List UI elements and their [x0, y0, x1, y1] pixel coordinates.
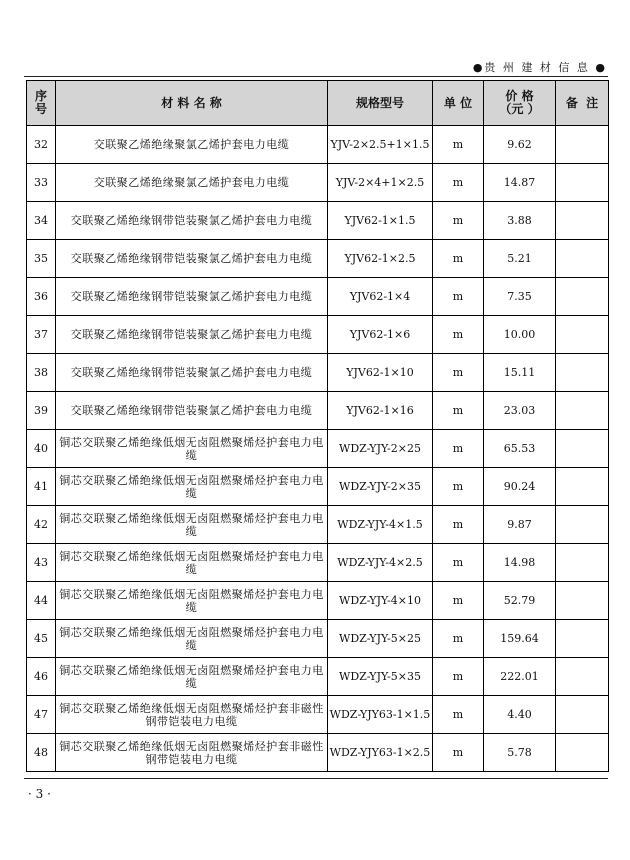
table-row	[27, 240, 609, 278]
row-price: 90.24	[484, 468, 556, 506]
table-row	[27, 316, 609, 354]
row-model: WDZ-YJY-5×25	[328, 620, 433, 658]
row-model: YJV62-1×6	[328, 316, 433, 354]
row-price: 5.78	[484, 734, 556, 772]
row-model: YJV62-1×1.5	[328, 202, 433, 240]
row-material-name: 交联聚乙烯绝缘钢带铠装聚氯乙烯护套电力电缆	[56, 354, 328, 392]
row-note	[556, 164, 609, 202]
row-seq: 44	[27, 582, 56, 620]
row-material-name: 铜芯交联聚乙烯绝缘低烟无卤阻燃聚烯烃护套电力电缆	[56, 544, 328, 582]
header-note: 备 注	[556, 81, 609, 126]
row-model: WDZ-YJY63-1×1.5	[328, 696, 433, 734]
table-row	[27, 658, 609, 696]
row-model: WDZ-YJY-5×35	[328, 658, 433, 696]
header-model: 规格型号	[328, 81, 433, 126]
header-unit: 单 位	[433, 81, 484, 126]
table-row	[27, 468, 609, 506]
row-note	[556, 316, 609, 354]
table-row	[27, 620, 609, 658]
row-price: 9.87	[484, 506, 556, 544]
row-note	[556, 126, 609, 164]
header-material-name: 材 料 名 称	[56, 81, 328, 126]
row-seq: 33	[27, 164, 56, 202]
row-price: 7.35	[484, 278, 556, 316]
row-note	[556, 658, 609, 696]
row-price: 222.01	[484, 658, 556, 696]
table-header-row	[27, 81, 609, 126]
row-price: 65.53	[484, 430, 556, 468]
row-unit: m	[433, 468, 484, 506]
row-model: WDZ-YJY63-1×2.5	[328, 734, 433, 772]
row-note	[556, 278, 609, 316]
row-seq: 43	[27, 544, 56, 582]
row-material-name: 铜芯交联聚乙烯绝缘低烟无卤阻燃聚烯烃护套非磁性钢带铠装电力电缆	[56, 696, 328, 734]
row-seq: 32	[27, 126, 56, 164]
row-material-name: 铜芯交联聚乙烯绝缘低烟无卤阻燃聚烯烃护套电力电缆	[56, 658, 328, 696]
table-row	[27, 278, 609, 316]
row-material-name: 铜芯交联聚乙烯绝缘低烟无卤阻燃聚烯烃护套电力电缆	[56, 582, 328, 620]
publication-header: ●贵 州 建 材 信 息 ●	[472, 61, 607, 74]
table-row	[27, 696, 609, 734]
row-unit: m	[433, 582, 484, 620]
row-unit: m	[433, 506, 484, 544]
row-material-name: 铜芯交联聚乙烯绝缘低烟无卤阻燃聚烯烃护套非磁性钢带铠装电力电缆	[56, 734, 328, 772]
row-unit: m	[433, 734, 484, 772]
table-row	[27, 544, 609, 582]
row-price: 15.11	[484, 354, 556, 392]
row-note	[556, 506, 609, 544]
row-price: 4.40	[484, 696, 556, 734]
row-price: 52.79	[484, 582, 556, 620]
row-material-name: 交联聚乙烯绝缘钢带铠装聚氯乙烯护套电力电缆	[56, 278, 328, 316]
row-unit: m	[433, 202, 484, 240]
row-model: YJV-2×4+1×2.5	[328, 164, 433, 202]
row-model: WDZ-YJY-4×1.5	[328, 506, 433, 544]
page-number: · 3 ·	[28, 787, 51, 801]
table-row	[27, 392, 609, 430]
row-unit: m	[433, 240, 484, 278]
row-material-name: 交联聚乙烯绝缘钢带铠装聚氯乙烯护套电力电缆	[56, 202, 328, 240]
row-price: 23.03	[484, 392, 556, 430]
row-price: 10.00	[484, 316, 556, 354]
row-seq: 40	[27, 430, 56, 468]
row-note	[556, 696, 609, 734]
row-material-name: 交联聚乙烯绝缘聚氯乙烯护套电力电缆	[56, 126, 328, 164]
table-row	[27, 582, 609, 620]
row-material-name: 铜芯交联聚乙烯绝缘低烟无卤阻燃聚烯烃护套电力电缆	[56, 430, 328, 468]
row-material-name: 交联聚乙烯绝缘钢带铠装聚氯乙烯护套电力电缆	[56, 240, 328, 278]
row-note	[556, 354, 609, 392]
table-row	[27, 126, 609, 164]
table-row	[27, 734, 609, 772]
row-price: 5.21	[484, 240, 556, 278]
row-note	[556, 582, 609, 620]
row-seq: 37	[27, 316, 56, 354]
row-price: 14.87	[484, 164, 556, 202]
row-unit: m	[433, 316, 484, 354]
row-model: YJV-2×2.5+1×1.5	[328, 126, 433, 164]
table-row	[27, 430, 609, 468]
row-model: YJV62-1×10	[328, 354, 433, 392]
row-unit: m	[433, 126, 484, 164]
row-seq: 46	[27, 658, 56, 696]
row-unit: m	[433, 620, 484, 658]
row-model: WDZ-YJY-2×25	[328, 430, 433, 468]
row-unit: m	[433, 430, 484, 468]
table-row	[27, 164, 609, 202]
row-note	[556, 734, 609, 772]
table-row	[27, 202, 609, 240]
table-row	[27, 506, 609, 544]
row-note	[556, 392, 609, 430]
header-seq: 序 号	[27, 81, 56, 126]
row-price: 3.88	[484, 202, 556, 240]
row-price: 159.64	[484, 620, 556, 658]
row-material-name: 交联聚乙烯绝缘钢带铠装聚氯乙烯护套电力电缆	[56, 392, 328, 430]
row-model: YJV62-1×4	[328, 278, 433, 316]
footer-rule	[24, 778, 608, 779]
row-seq: 45	[27, 620, 56, 658]
row-seq: 35	[27, 240, 56, 278]
row-note	[556, 240, 609, 278]
row-material-name: 交联聚乙烯绝缘钢带铠装聚氯乙烯护套电力电缆	[56, 316, 328, 354]
row-unit: m	[433, 696, 484, 734]
row-seq: 39	[27, 392, 56, 430]
row-unit: m	[433, 278, 484, 316]
row-price: 9.62	[484, 126, 556, 164]
row-seq: 41	[27, 468, 56, 506]
row-unit: m	[433, 544, 484, 582]
row-model: WDZ-YJY-2×35	[328, 468, 433, 506]
header-rule	[24, 76, 608, 77]
row-price: 14.98	[484, 544, 556, 582]
row-unit: m	[433, 164, 484, 202]
row-model: YJV62-1×16	[328, 392, 433, 430]
row-note	[556, 620, 609, 658]
row-model: WDZ-YJY-4×2.5	[328, 544, 433, 582]
row-unit: m	[433, 658, 484, 696]
row-seq: 47	[27, 696, 56, 734]
row-note	[556, 430, 609, 468]
row-unit: m	[433, 354, 484, 392]
row-unit: m	[433, 392, 484, 430]
row-material-name: 铜芯交联聚乙烯绝缘低烟无卤阻燃聚烯烃护套电力电缆	[56, 506, 328, 544]
row-note	[556, 544, 609, 582]
price-table	[26, 80, 609, 772]
row-seq: 34	[27, 202, 56, 240]
row-seq: 36	[27, 278, 56, 316]
table-row	[27, 354, 609, 392]
row-material-name: 铜芯交联聚乙烯绝缘低烟无卤阻燃聚烯烃护套电力电缆	[56, 468, 328, 506]
row-material-name: 铜芯交联聚乙烯绝缘低烟无卤阻燃聚烯烃护套电力电缆	[56, 620, 328, 658]
row-seq: 38	[27, 354, 56, 392]
row-seq: 42	[27, 506, 56, 544]
row-material-name: 交联聚乙烯绝缘聚氯乙烯护套电力电缆	[56, 164, 328, 202]
row-model: YJV62-1×2.5	[328, 240, 433, 278]
row-seq: 48	[27, 734, 56, 772]
row-model: WDZ-YJY-4×10	[328, 582, 433, 620]
row-note	[556, 468, 609, 506]
row-note	[556, 202, 609, 240]
header-price: 价 格 （元 ）	[484, 81, 556, 126]
